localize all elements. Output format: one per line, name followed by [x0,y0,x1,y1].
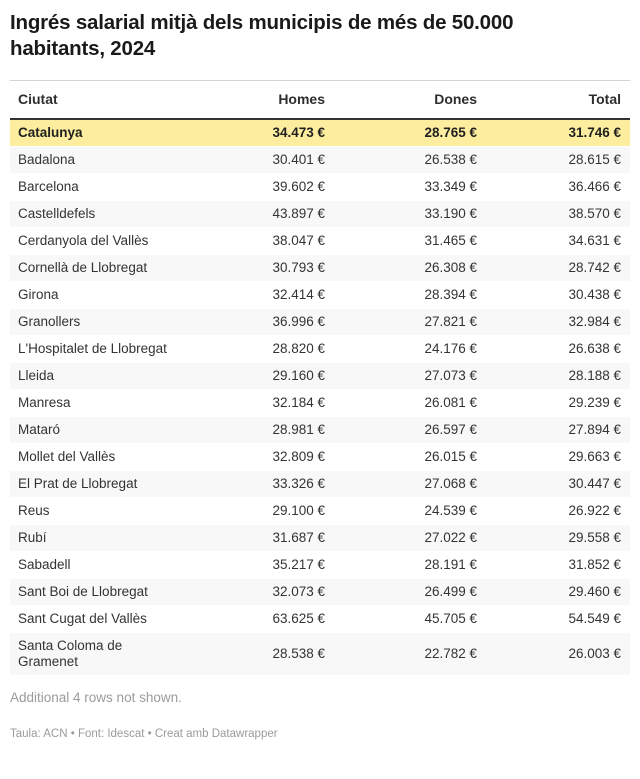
city-label: Reus [18,503,50,518]
total-cell: 26.638 € [477,336,630,363]
homes-cell: 31.687 € [233,525,325,552]
table-row [10,336,630,363]
city-label: Barcelona [18,179,79,194]
dones-cell: 24.539 € [325,498,477,525]
city-cell [10,363,233,390]
city-cell [10,444,233,471]
homes-cell: 43.897 € [233,201,325,228]
homes-cell: 63.625 € [233,606,325,633]
dones-cell: 33.349 € [325,174,477,201]
homes-cell: 29.160 € [233,363,325,390]
dones-cell: 26.538 € [325,147,477,174]
homes-cell: 28.820 € [233,336,325,363]
homes-cell: 38.047 € [233,228,325,255]
column-header-dones: Dones [325,81,477,120]
total-cell: 30.438 € [477,282,630,309]
city-label: Cornellà de Llobregat [18,260,148,275]
city-label: Catalunya [18,125,83,140]
total-cell: 29.239 € [477,390,630,417]
city-cell [10,471,233,498]
rows-not-shown-note: Additional 4 rows not shown. [10,690,182,705]
table-header-row [10,81,630,120]
city-label: Sabadell [18,557,71,572]
city-cell [10,633,233,676]
total-cell: 27.894 € [477,417,630,444]
total-cell: 28.188 € [477,363,630,390]
city-label: Girona [18,287,59,302]
city-label: Rubí [18,530,47,545]
table-row [10,525,630,552]
dones-cell: 26.597 € [325,417,477,444]
homes-cell: 33.326 € [233,471,325,498]
table-row [10,309,630,336]
dones-cell: 28.191 € [325,552,477,579]
city-cell [10,282,233,309]
table-row [10,444,630,471]
city-cell [10,174,233,201]
city-cell [10,201,233,228]
total-cell: 31.852 € [477,552,630,579]
homes-cell: 34.473 € [233,119,325,147]
dones-cell: 26.308 € [325,255,477,282]
attribution-line: Taula: ACN • Font: Idescat • Creat amb Datawrapper [10,728,278,740]
table-row [10,471,630,498]
city-cell [10,417,233,444]
homes-cell: 30.793 € [233,255,325,282]
city-label: Granollers [18,314,81,329]
total-cell: 28.742 € [477,255,630,282]
dones-cell: 33.190 € [325,201,477,228]
city-label: Sant Boi de Llobregat [18,584,148,599]
table-row [10,498,630,525]
city-cell [10,309,233,336]
total-cell: 29.663 € [477,444,630,471]
table-row [10,390,630,417]
homes-cell: 29.100 € [233,498,325,525]
total-cell: 28.615 € [477,147,630,174]
column-header-homes: Homes [233,81,325,120]
table-row [10,147,630,174]
table-row [10,255,630,282]
table-row [10,282,630,309]
dones-cell: 26.015 € [325,444,477,471]
table-row [10,606,630,633]
homes-cell: 32.809 € [233,444,325,471]
table-row-highlighted [10,119,630,147]
column-header-ciutat: Ciutat [10,81,233,120]
dones-cell: 22.782 € [325,633,477,676]
city-cell [10,606,233,633]
city-label: Castelldefels [18,206,96,221]
total-cell: 34.631 € [477,228,630,255]
table-row [10,417,630,444]
city-cell [10,552,233,579]
city-label: Lleida [18,368,55,383]
city-label: Sant Cugat del Vallès [18,611,147,626]
dones-cell: 28.765 € [325,119,477,147]
total-cell: 32.984 € [477,309,630,336]
city-cell [10,390,233,417]
total-cell: 38.570 € [477,201,630,228]
city-label: Mollet del Vallès [18,449,116,464]
city-cell [10,579,233,606]
dones-cell: 27.068 € [325,471,477,498]
dones-cell: 28.394 € [325,282,477,309]
city-cell [10,147,233,174]
city-cell [10,525,233,552]
homes-cell: 30.401 € [233,147,325,174]
total-cell: 29.460 € [477,579,630,606]
column-header-total: Total [477,81,630,120]
total-cell: 36.466 € [477,174,630,201]
city-cell [10,498,233,525]
table-row [10,174,630,201]
homes-cell: 28.981 € [233,417,325,444]
city-cell [10,336,233,363]
table-row [10,201,630,228]
table-row [10,552,630,579]
table-row [10,228,630,255]
dones-cell: 31.465 € [325,228,477,255]
homes-cell: 32.184 € [233,390,325,417]
salary-table [10,80,630,676]
city-cell [10,255,233,282]
dones-cell: 45.705 € [325,606,477,633]
total-cell: 26.922 € [477,498,630,525]
table-row [10,633,630,676]
homes-cell: 39.602 € [233,174,325,201]
dones-cell: 27.022 € [325,525,477,552]
table-row [10,579,630,606]
city-cell [10,119,233,147]
total-cell: 29.558 € [477,525,630,552]
homes-cell: 35.217 € [233,552,325,579]
city-label: El Prat de Llobregat [18,476,138,491]
city-label: Badalona [18,152,76,167]
total-cell: 54.549 € [477,606,630,633]
dones-cell: 26.081 € [325,390,477,417]
city-label: Cerdanyola del Vallès [18,233,149,248]
page-title: Ingrés salarial mitjà dels municipis de més de 50.000 habitants, 2024 [10,11,514,60]
city-label: L'Hospitalet de Llobregat [18,341,167,356]
total-cell: 30.447 € [477,471,630,498]
city-label: Manresa [18,395,71,410]
homes-cell: 32.414 € [233,282,325,309]
dones-cell: 27.073 € [325,363,477,390]
city-label: Mataró [18,422,61,437]
city-cell [10,228,233,255]
dones-cell: 26.499 € [325,579,477,606]
homes-cell: 36.996 € [233,309,325,336]
homes-cell: 32.073 € [233,579,325,606]
total-cell: 26.003 € [477,633,630,676]
dones-cell: 27.821 € [325,309,477,336]
dones-cell: 24.176 € [325,336,477,363]
total-cell: 31.746 € [477,119,630,147]
table-row [10,363,630,390]
city-label: Santa Coloma de Gramenet [18,638,123,669]
homes-cell: 28.538 € [233,633,325,676]
